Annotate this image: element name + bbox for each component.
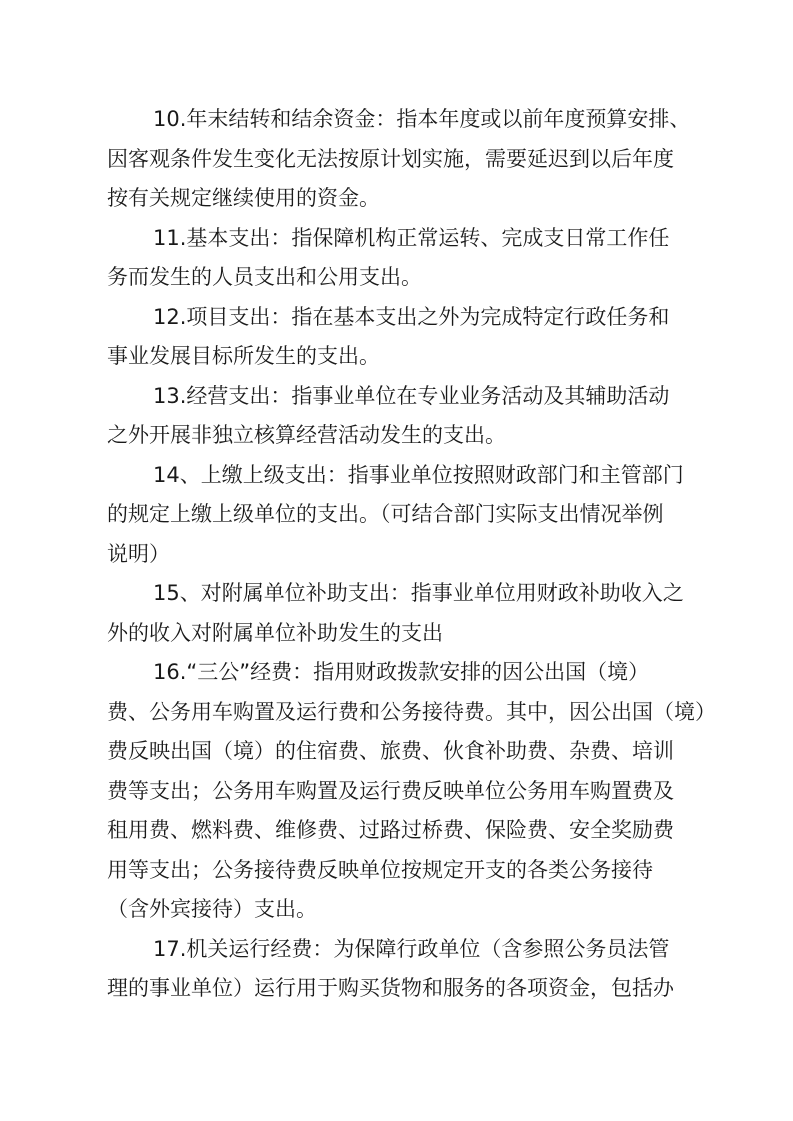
text-line: 费等支出；公务用车购置及运行费反映单位公务用车购置费及 bbox=[107, 779, 674, 803]
text-line: 按有关规定继续使用的资金。 bbox=[107, 186, 380, 210]
text-line: 15、对附属单位补助支出：指事业单位用财政补助收入之 bbox=[153, 581, 684, 605]
text-line: 17.机关运行经费：为保障行政单位（含参照公务员法管 bbox=[153, 937, 670, 961]
text-line: 租用费、燃料费、维修费、过路过桥费、保险费、安全奖励费 bbox=[107, 818, 674, 842]
text-line: 说明） bbox=[107, 542, 170, 566]
text-line: 之外开展非独立核算经营活动发生的支出。 bbox=[107, 423, 506, 447]
text-line: 13.经营支出：指事业单位在专业业务活动及其辅助活动 bbox=[153, 384, 670, 408]
text-line: 16.“三公”经费：指用财政拨款安排的因公出国（境） bbox=[153, 660, 650, 684]
text-line: 12.项目支出：指在基本支出之外为完成特定行政任务和 bbox=[153, 305, 670, 329]
text-line: 外的收入对附属单位补助发生的支出 bbox=[107, 621, 443, 645]
text-line: 务而发生的人员支出和公用支出。 bbox=[107, 265, 422, 289]
text-line: 因客观条件发生变化无法按原计划实施，需要延迟到以后年度 bbox=[107, 147, 674, 171]
text-line: 事业发展目标所发生的支出。 bbox=[107, 344, 380, 368]
text-line: 11.基本支出：指保障机构正常运转、完成支日常工作任 bbox=[153, 226, 670, 250]
text-line: 费、公务用车购置及运行费和公务接待费。其中，因公出国（境） bbox=[107, 700, 716, 724]
text-line: 理的事业单位）运行用于购买货物和服务的各项资金，包括办 bbox=[107, 976, 674, 1000]
text-line: 的规定上缴上级单位的支出。（可结合部门实际支出情况举例 bbox=[107, 502, 664, 526]
text-line: 用等支出；公务接待费反映单位按规定开支的各类公务接待 bbox=[107, 858, 653, 882]
text-line: （含外宾接待）支出。 bbox=[107, 897, 317, 921]
text-line: 14、上缴上级支出：指事业单位按照财政部门和主管部门 bbox=[153, 463, 684, 487]
text-line: 10.年末结转和结余资金：指本年度或以前年度预算安排、 bbox=[153, 107, 691, 131]
text-line: 费反映出国（境）的住宿费、旅费、伙食补助费、杂费、培训 bbox=[107, 739, 674, 763]
